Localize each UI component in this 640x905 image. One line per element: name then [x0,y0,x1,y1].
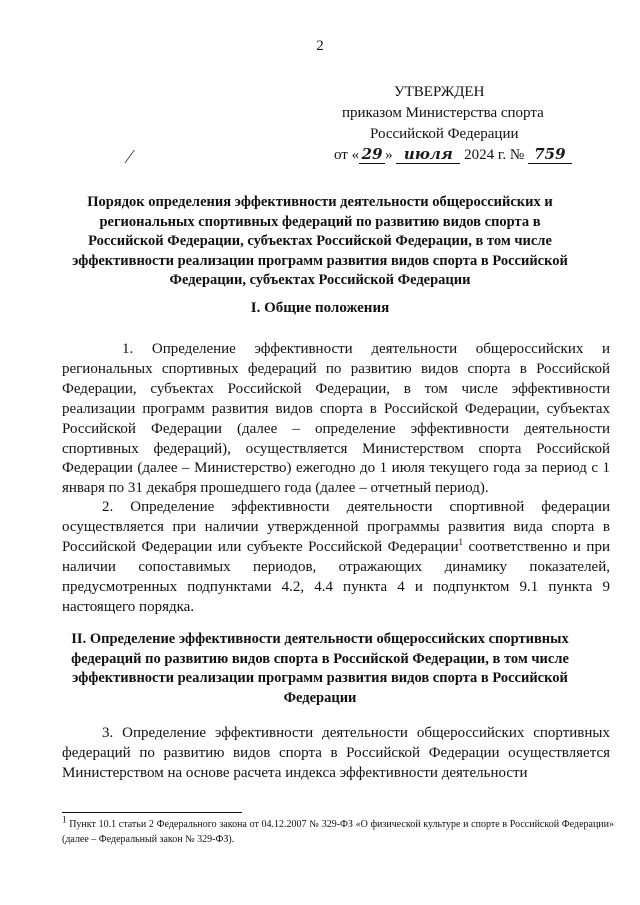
paragraph-1 [62,340,610,499]
approval-line-2: приказом Министерства спорта [342,105,544,121]
footnote-ref: 1 [458,536,463,547]
date-year: 2024 г. № [464,147,525,163]
paragraph-2-text-a: 2. Определение эффективности деятельности спортивной федерации осуществляется при наличии утвержденной программы развития вида спорта в Российской Федерации или субъекте Российской Федерации [62,499,610,555]
paragraph-1-text: 1. Определение эффективности деятельности общероссийских и региональных спортивных федераций по развитию видов спорта в Российской Федерации, субъектах Российской Федерации, в том числе эффективности реализации программ развития видов спорта в Российской Федерации, субъектах Российской Федерации (далее – определение эффективности деятельности спортивных федераций), осуществляется Министерством спорта Российской Федерации (далее – Министерство) ежегодно до 1 июля текущего года за период с 1 января по 31 декабря прошедшего года (далее – отчетный период). [62,341,610,497]
date-day: 29 [359,146,385,164]
date-mid: » [385,147,393,163]
paragraph-2 [62,498,610,617]
section-2-heading: II. Определение эффективности деятельности общероссийских спортивных федераций по развитию видов спорта в Российской Федерации, в том числе эффективности реализации программ развития видов спорта в Российской Федерации [71,631,569,706]
document-title: Порядок определения эффективности деятельности общероссийских и региональных спортивных федераций по развитию видов спорта в Российской Федерации, субъектах Российской Федерации, в том числе эффективности реализации программ развития видов спорта в Российской Федерации, субъектах Российской Федерации [72,194,568,288]
footnote-marker: 1 [62,814,67,825]
approval-date-line [334,145,594,166]
paragraph-2-text-b: соответственно и при наличии сопоставимых периодов, отражающих динамику показателей, предусмотренных подпунктами 4.2, 4.4 пункта 4 и подпунктом 9.1 пункта 9 настоящего порядка. [62,538,610,615]
footnote-text: Пункт 10.1 статьи 2 Федерального закона от 04.12.2007 № 329-ФЗ «О физической культуре и спорте в Российской Федерации» (далее – Федеральный закон № 329-ФЗ). [62,819,614,845]
date-month: июля [396,146,460,164]
approval-title: УТВЕРЖДЕН [394,84,485,100]
order-number: 759 [528,146,572,164]
section-1-heading: I. Общие положения [250,300,390,316]
approval-line-3: Российской Федерации [370,126,519,142]
pen-mark: ⁄ [128,146,132,168]
approval-block [334,82,594,166]
paragraph-3-text: 3. Определение эффективности деятельности общероссийских спортивных федераций по развитию видов спорта в Российской Федерации осуществляется Министерством на основе расчета индекса эффективности деятельности [62,725,610,781]
footnote [62,814,614,847]
paragraph-3 [62,724,610,784]
page-number: 2 [316,38,324,54]
footnote-divider [62,812,242,813]
date-prefix: от « [334,147,360,163]
